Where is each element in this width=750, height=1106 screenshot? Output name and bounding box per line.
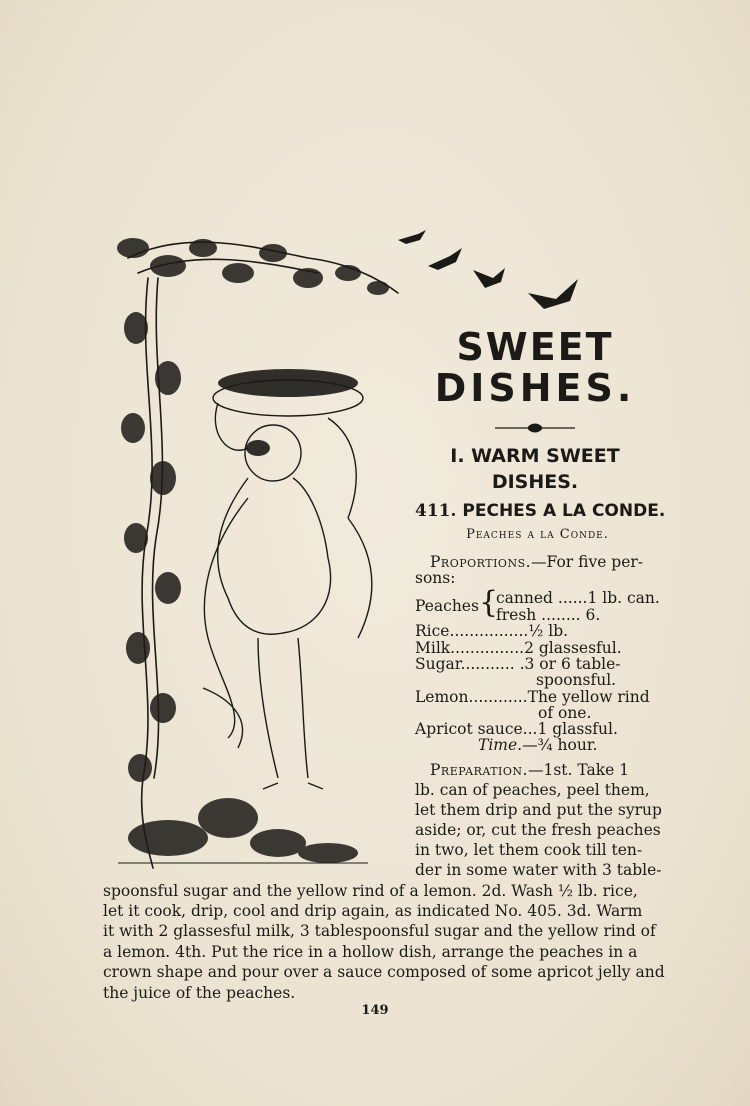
preparation-l7: spoonsful sugar and the yellow rind of a lemon. 2d. Wash ½ lb. rice, bbox=[103, 882, 638, 900]
preparation-l1: —1st. Take 1 bbox=[527, 761, 630, 779]
preparation-label: Preparation. bbox=[430, 761, 528, 779]
milk-line: Milk...............2 glassesful. bbox=[415, 639, 622, 657]
preparation-l8: let it cook, drip, cool and drip again, as indicated No. 405. 3d. Warm bbox=[103, 902, 643, 920]
recipe-subtitle: Peaches a la Conde. bbox=[466, 527, 609, 542]
lemon-line: Lemon............The yellow rind bbox=[415, 688, 650, 706]
recipe-name: PECHES A LA CONDE. bbox=[462, 501, 666, 521]
sugar-line2: spoonsful. bbox=[536, 671, 617, 689]
time-label: Time. bbox=[478, 736, 523, 754]
proportions-label: Proportions. bbox=[430, 553, 532, 571]
preparation-l2: lb. can of peaches, peel them, bbox=[415, 781, 650, 799]
preparation-intro bbox=[430, 760, 629, 780]
chapter-title-line2: DISHES. bbox=[434, 366, 636, 410]
preparation-l9: it with 2 glassesful milk, 3 tablespoonsful sugar and the yellow rind of bbox=[103, 922, 656, 940]
peaches-fresh: fresh ........ 6. bbox=[496, 606, 601, 624]
chapter-title-line1: SWEET bbox=[456, 325, 614, 369]
recipe-number: 411. bbox=[415, 501, 457, 521]
peaches-label: Peaches bbox=[415, 597, 479, 615]
recipe-title bbox=[415, 501, 665, 521]
peaches-canned: canned ......1 lb. can. bbox=[496, 589, 660, 607]
sugar-line: Sugar........... .3 or 6 table- bbox=[415, 655, 621, 673]
preparation-l6: der in some water with 3 table- bbox=[415, 861, 662, 879]
time-value: —¾ hour. bbox=[522, 736, 598, 754]
preparation-l11: crown shape and pour over a sauce composed of some apricot jelly and bbox=[103, 963, 665, 981]
page-number: 149 bbox=[361, 1003, 389, 1018]
preparation-l10: a lemon. 4th. Put the rice in a hollow dish, arrange the peaches in a bbox=[103, 943, 638, 961]
proportions-text2: sons: bbox=[415, 569, 456, 587]
preparation-l4: aside; or, cut the fresh peaches bbox=[415, 821, 661, 839]
divider-ornament-icon bbox=[495, 420, 575, 438]
lemon-line2: of one. bbox=[538, 704, 592, 722]
proportions-intro bbox=[430, 552, 643, 572]
preparation-l3: let them drip and put the syrup bbox=[415, 801, 662, 819]
proportions-text: —For five per- bbox=[531, 553, 644, 571]
preparation-l5: in two, let them cook till ten- bbox=[415, 841, 643, 859]
section-heading-line1: I. WARM SWEET bbox=[450, 445, 620, 467]
time-line bbox=[478, 735, 597, 755]
rice-line: Rice................½ lb. bbox=[415, 622, 569, 640]
brace-icon: { bbox=[479, 585, 499, 620]
apricot-line: Apricot sauce...1 glassful. bbox=[415, 720, 618, 738]
section-heading-line2: DISHES. bbox=[491, 471, 579, 493]
preparation-l12: the juice of the peaches. bbox=[103, 984, 296, 1002]
